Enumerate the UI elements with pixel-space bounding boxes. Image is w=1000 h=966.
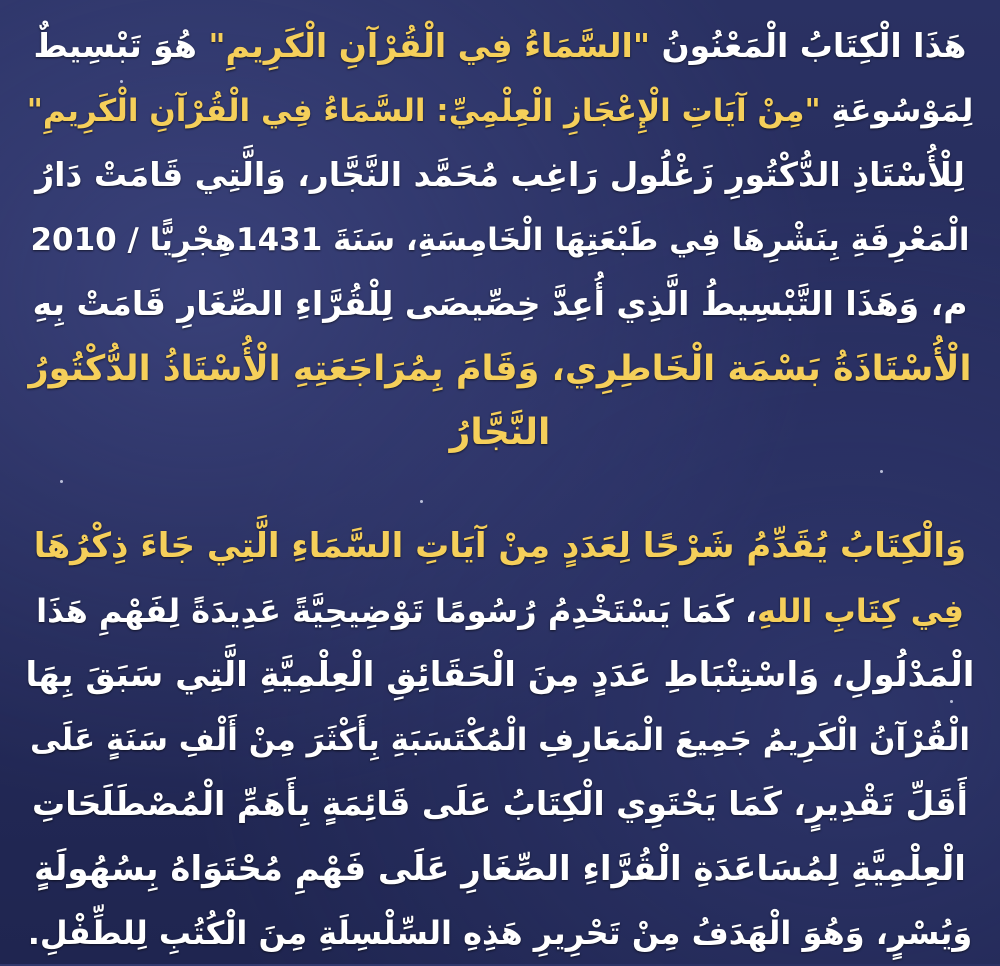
description-paragraph-1 — [22, 14, 978, 466]
paragraph-line — [22, 79, 978, 144]
text-span: هَذَا الْكِتَابُ الْمَعْنُونُ — [650, 26, 967, 65]
paragraph-line — [22, 579, 978, 644]
encyclopedia-title-highlight: "مِنْ آيَاتِ الْإِعْجَازِ الْعِلْمِيِّ: السَّمَاءُ فِي الْقُرْآنِ الْكَرِيمِ" — [26, 92, 821, 129]
paragraph-line: م، وَهَذَا التَّبْسِيطُ الَّذِي أُعِدَّ خِصِّيصَى لِلْقُرَّاءِ الصِّغَارِ قَامَتْ بِهِ — [32, 284, 968, 323]
description-paragraph-2 — [22, 514, 978, 966]
text-highlight: فِي كِتَابِ اللهِ — [756, 591, 964, 630]
paragraph-line: الْقُرْآنُ الْكَرِيمُ جَمِيعَ الْمَعَارِفِ الْمُكْتَسَبَةِ بِأَكْثَرَ مِنْ أَلْفِ سَنَةٍ عَلَى — [30, 721, 970, 758]
paragraph-line: الْمَعْرِفَةِ بِنَشْرِهَا فِي طَبْعَتِهَا الْخَامِسَةِ، سَنَةَ 1431هِجْرِيًّا / 2010 — [30, 221, 970, 258]
paragraph-line-highlight: الْأُسْتَاذَةُ بَسْمَة الْخَاطِرِي، وَقَامَ بِمُرَاجَعَتِهِ الْأُسْتَاذُ الدُّكْتُورُ — [28, 348, 972, 389]
text-span: هُوَ تَبْسِيطٌ — [33, 26, 209, 65]
star — [420, 500, 423, 503]
paragraph-line: أَقَلِّ تَقْدِيرٍ، كَمَا يَحْتَوِي الْكِتَابُ عَلَى قَائِمَةٍ بِأَهَمِّ الْمُصْطَلَحَاتِ — [32, 784, 968, 823]
star — [60, 480, 63, 483]
paragraph-line-highlight: النَّجَّارُ — [449, 412, 551, 453]
text-span: ، كَمَا يَسْتَخْدِمُ رُسُومًا تَوْضِيحِيَّةً عَدِيدَةً لِفَهْمِ هَذَا — [36, 591, 757, 630]
paragraph-line — [22, 14, 978, 79]
text-span: لِمَوْسُوعَةِ — [820, 92, 974, 129]
paragraph-line: الْعِلْمِيَّةِ لِمُسَاعَدَةِ الْقُرَّاءِ الصِّغَارِ عَلَى فَهْمِ مُحْتَوَاهُ بِسُهُولَةٍ — [34, 848, 966, 889]
star — [880, 470, 883, 473]
paragraph-line-highlight: وَالْكِتَابُ يُقَدِّمُ شَرْحًا لِعَدَدٍ مِنْ آيَاتِ السَّمَاءِ الَّتِي جَاءَ ذِكْرُهَا — [33, 526, 967, 566]
book-title-highlight: "السَّمَاءُ فِي الْقُرْآنِ الْكَرِيمِ" — [208, 26, 651, 65]
paragraph-line: لِلْأُسْتَاذِ الدُّكْتُورِ زَغْلُول رَاغِب مُحَمَّد النَّجَّار، وَالَّتِي قَامَتْ دَارُ — [35, 155, 965, 194]
paragraph-line: الْمَدْلُولِ، وَاسْتِنْبَاطِ عَدَدٍ مِنَ الْحَقَائِقِ الْعِلْمِيَّةِ الَّتِي سَبَقَ بِهَا — [25, 655, 975, 695]
paragraph-line: وَيُسْرٍ، وَهُوَ الْهَدَفُ مِنْ تَحْرِيرِ هَذِهِ السِّلْسِلَةِ مِنَ الْكُتُبِ لِلطِّفْلِ. — [27, 914, 973, 952]
